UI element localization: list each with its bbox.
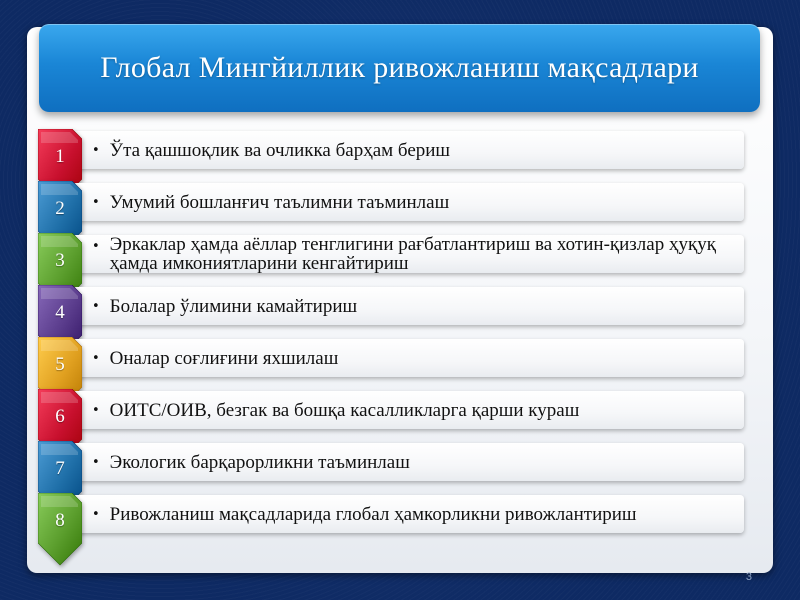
goal-number: 6 bbox=[55, 406, 65, 427]
bullet-icon: • bbox=[92, 298, 100, 314]
goal-item bbox=[38, 441, 750, 487]
goal-number: 4 bbox=[55, 302, 65, 323]
goal-bar bbox=[72, 339, 744, 377]
goal-bar bbox=[72, 495, 744, 533]
goal-text: Болалар ўлимини камайтириш bbox=[109, 295, 358, 317]
goal-bar bbox=[72, 443, 744, 481]
goal-item bbox=[38, 181, 750, 227]
bullet-icon: • bbox=[92, 402, 100, 418]
goal-text: Эркаклар ҳамда аёллар тенглигини рағбатлантириш ва хотин-қизлар ҳуқуқ ҳамда имкониятларини кенгайтириш bbox=[109, 234, 716, 274]
goal-number: 7 bbox=[55, 458, 65, 479]
goal-number: 1 bbox=[55, 146, 65, 167]
goal-bar bbox=[72, 235, 744, 273]
bullet-icon: • bbox=[92, 239, 100, 254]
title-banner bbox=[39, 24, 760, 112]
goal-number: 8 bbox=[55, 510, 65, 531]
bullet-icon: • bbox=[92, 506, 100, 522]
page-number: 3 bbox=[745, 571, 752, 583]
goal-bar bbox=[72, 131, 744, 169]
goal-item bbox=[38, 337, 750, 383]
goal-item bbox=[38, 233, 750, 279]
goal-text: Оналар соғлиғини яхшилаш bbox=[109, 347, 339, 369]
goal-bar bbox=[72, 391, 744, 429]
goal-bar bbox=[72, 183, 744, 221]
goal-bar bbox=[72, 287, 744, 325]
bullet-icon: • bbox=[92, 194, 100, 210]
bullet-icon: • bbox=[92, 454, 100, 470]
goal-item bbox=[38, 493, 750, 539]
goal-text: Умумий бошланғич таълимни таъминлаш bbox=[109, 191, 450, 213]
goal-number: 5 bbox=[55, 354, 65, 375]
bullet-icon: • bbox=[92, 142, 100, 158]
slide-title: Глобал Мингйиллик ривожланиш мақсадлари bbox=[100, 51, 699, 84]
goal-text: Экологик барқарорликни таъминлаш bbox=[109, 451, 410, 473]
goal-item bbox=[38, 285, 750, 331]
goal-number: 3 bbox=[55, 250, 65, 271]
goal-text: Ўта қашшоқлик ва очликка барҳам бериш bbox=[109, 139, 451, 161]
bullet-icon: • bbox=[92, 350, 100, 366]
goal-item bbox=[38, 389, 750, 435]
goal-text: ОИТС/ОИВ, безгак ва бошқа касалликларга қарши кураш bbox=[109, 399, 580, 421]
goal-number: 2 bbox=[55, 198, 65, 219]
goal-text: Ривожланиш мақсадларида глобал ҳамкорликни ривожлантириш bbox=[109, 503, 637, 525]
goal-item bbox=[38, 129, 750, 175]
